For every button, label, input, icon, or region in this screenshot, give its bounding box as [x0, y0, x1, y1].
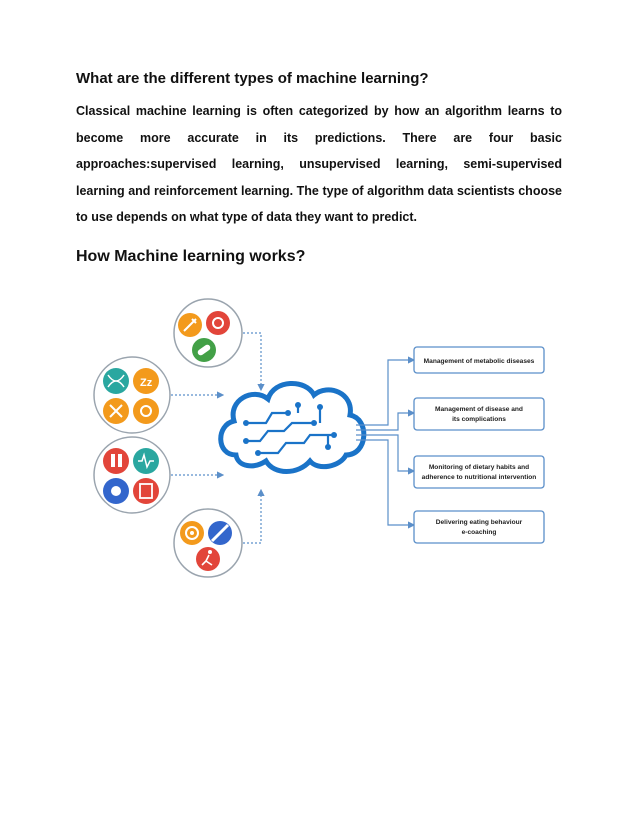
scale-icon [206, 311, 230, 335]
test-tube-icon [103, 448, 129, 474]
svg-text:Zz: Zz [140, 377, 153, 389]
section-heading-how: How Machine learning works? [76, 248, 306, 265]
output-box-1 [414, 347, 544, 373]
runner-icon [196, 547, 220, 571]
output-box-4-label-line1: Delivering eating behaviour [435, 519, 523, 526]
section-paragraph-types: Classical machine learning is often categorized by how an algorithm learns to become more accurate in its predictions. There are four basic approaches:supervised learning, unsupervised learning, semi-supervised learning and reinforcement learning. The type of algorithm data scientists choose to use depends on what type of data they want to predict. [76, 104, 562, 224]
brain-cloud-icon [221, 383, 364, 471]
medical-report-icon [133, 478, 159, 504]
section-heading-types: What are the different types of machine learning? [76, 70, 429, 87]
output-box-2-label-line2: its complications [452, 416, 506, 423]
output-box-4-label-line2: e-coaching [461, 529, 497, 536]
output-box-1-label: Management of metabolic diseases [423, 358, 535, 365]
icon-circle-top [174, 299, 242, 367]
icon-circle-second [94, 357, 170, 433]
output-box-3 [414, 456, 544, 488]
clock-clipboard-icon [133, 398, 159, 424]
icon-circle-third [94, 437, 170, 513]
output-box-3-label-line2: adherence to nutritional intervention [421, 474, 537, 481]
icon-circle-bottom [174, 509, 242, 577]
output-box-4 [414, 511, 544, 543]
ml-diagram [88, 295, 548, 585]
output-box-3-label-line1: Monitoring of dietary habits and [428, 464, 530, 471]
output-box-2 [414, 398, 544, 430]
output-box-2-label-line1: Management of disease and [435, 406, 523, 413]
